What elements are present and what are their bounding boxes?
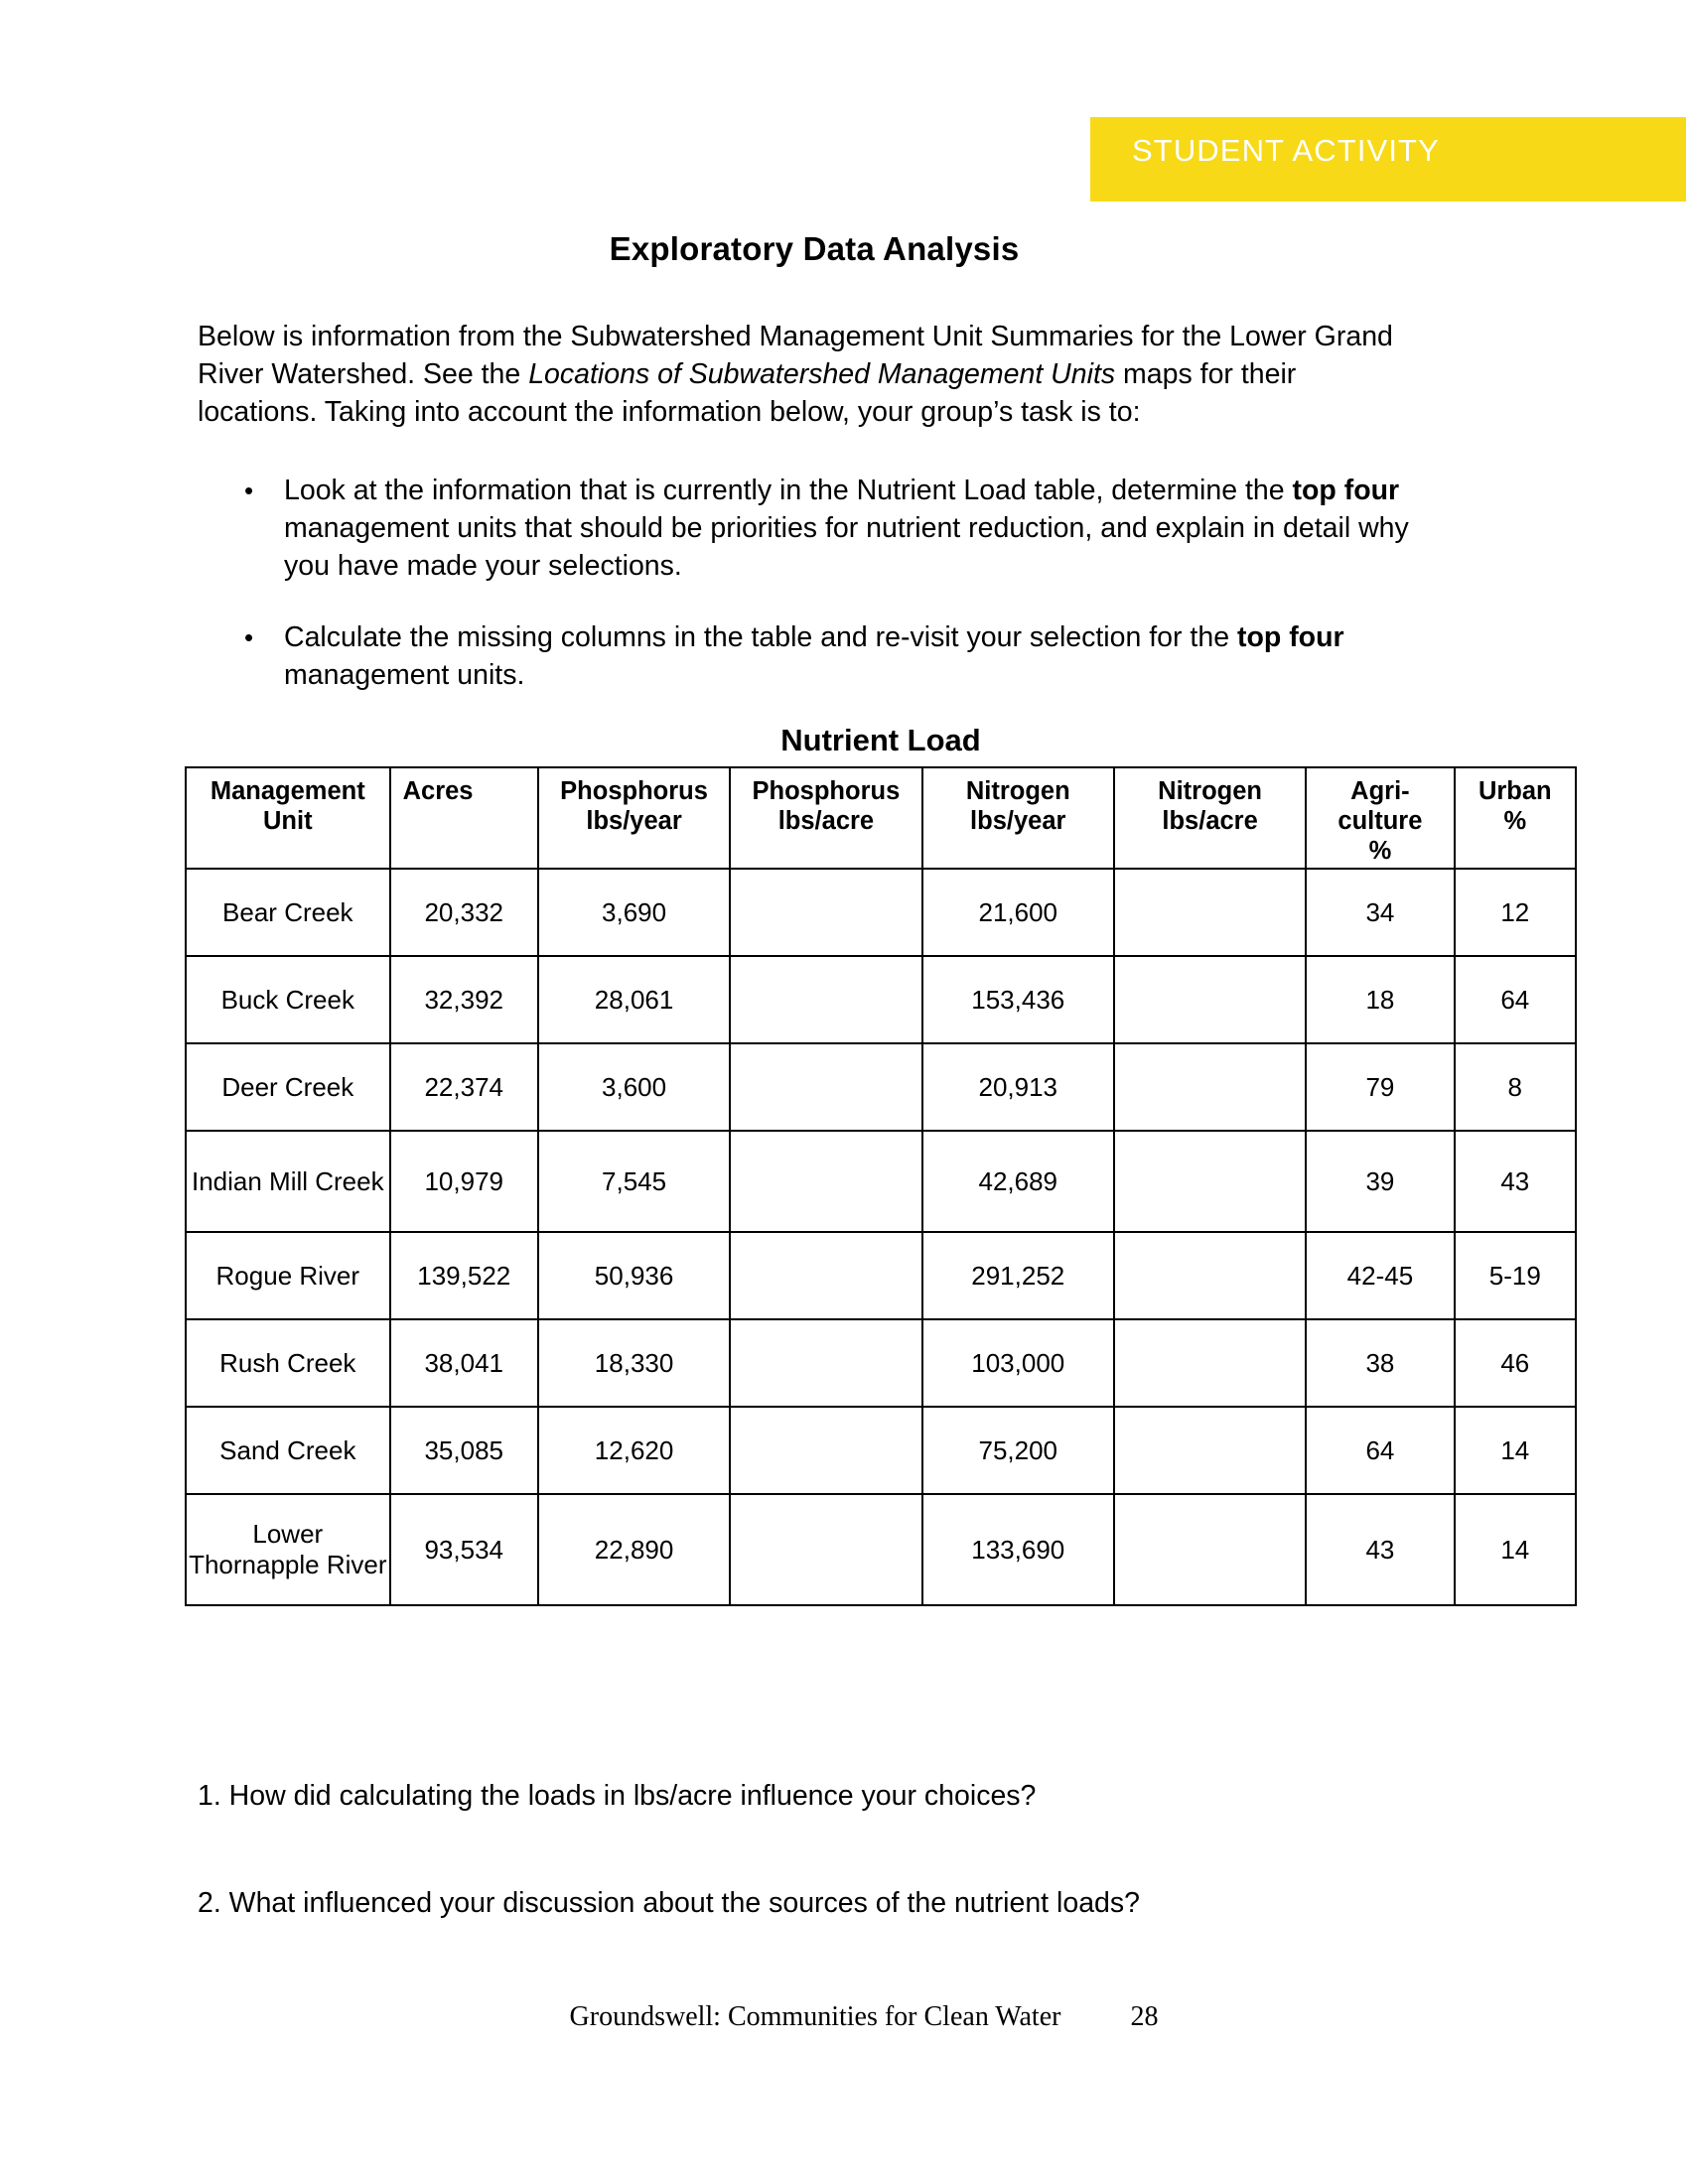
column-header-nitrogen-lbs-year	[922, 767, 1114, 869]
column-header-acres	[390, 767, 538, 869]
cell-phosphorus-lbs-year: 3,600	[538, 1043, 730, 1131]
nutrient-load-table	[185, 766, 1577, 1606]
cell-phosphorus-lbs-acre[interactable]	[730, 1407, 921, 1494]
header-line: %	[1368, 837, 1392, 865]
header-line: Acres	[402, 777, 474, 805]
header-line: lbs/year	[586, 807, 682, 835]
table-row	[186, 1043, 1576, 1131]
cell-urban-pct: 14	[1455, 1494, 1576, 1605]
cell-agriculture-pct: 79	[1306, 1043, 1454, 1131]
cell-phosphorus-lbs-acre[interactable]	[730, 956, 921, 1043]
cell-nitrogen-lbs-year: 42,689	[922, 1131, 1114, 1232]
cell-acres: 20,332	[390, 869, 538, 956]
cell-management-unit: Sand Creek	[186, 1407, 390, 1494]
cell-nitrogen-lbs-year: 153,436	[922, 956, 1114, 1043]
header-line: Management	[210, 777, 365, 805]
header-line: lbs/acre	[1162, 807, 1258, 835]
cell-management-unit: Lower Thornapple River	[186, 1494, 390, 1605]
cell-nitrogen-lbs-acre[interactable]	[1114, 1319, 1306, 1407]
cell-urban-pct: 43	[1455, 1131, 1576, 1232]
cell-nitrogen-lbs-year: 133,690	[922, 1494, 1114, 1605]
header-line: Nitrogen	[965, 777, 1070, 805]
header-line: Nitrogen	[1158, 777, 1262, 805]
column-header-urban-pct	[1455, 767, 1576, 869]
questions-section	[198, 1777, 1488, 1991]
cell-nitrogen-lbs-acre[interactable]	[1114, 1131, 1306, 1232]
cell-phosphorus-lbs-year: 50,936	[538, 1232, 730, 1319]
bullet-2-bold: top four	[1236, 621, 1344, 653]
cell-agriculture-pct: 43	[1306, 1494, 1454, 1605]
bullet-2-part1: Calculate the missing columns in the table and re-visit your selection for the	[284, 621, 1237, 653]
cell-management-unit: Rush Creek	[186, 1319, 390, 1407]
cell-nitrogen-lbs-acre[interactable]	[1114, 956, 1306, 1043]
bullet-dot-icon: •	[244, 476, 254, 505]
list-item	[238, 472, 1420, 585]
cell-acres: 38,041	[390, 1319, 538, 1407]
cell-phosphorus-lbs-year: 7,545	[538, 1131, 730, 1232]
page-footer	[0, 2001, 1688, 2033]
cell-nitrogen-lbs-acre[interactable]	[1114, 1232, 1306, 1319]
column-header-agriculture-pct	[1306, 767, 1454, 869]
cell-agriculture-pct: 64	[1306, 1407, 1454, 1494]
page-title-text: Exploratory Data Analysis	[609, 230, 1020, 267]
question-2: 2. What influenced your discussion about the sources of the nutrient loads?	[198, 1887, 1140, 1919]
table-header-row	[186, 767, 1576, 869]
cell-phosphorus-lbs-year: 3,690	[538, 869, 730, 956]
header-line: Unit	[263, 807, 313, 835]
question-1: 1. How did calculating the loads in lbs/acre influence your choices?	[198, 1780, 1037, 1812]
cell-acres: 35,085	[390, 1407, 538, 1494]
task-bullet-list	[238, 472, 1420, 728]
cell-acres: 22,374	[390, 1043, 538, 1131]
footer-page-number: 28	[1130, 2001, 1159, 2032]
table-row	[186, 1407, 1576, 1494]
cell-urban-pct: 14	[1455, 1407, 1576, 1494]
column-header-phosphorus-lbs-year	[538, 767, 730, 869]
cell-nitrogen-lbs-year: 21,600	[922, 869, 1114, 956]
cell-phosphorus-lbs-acre[interactable]	[730, 1043, 921, 1131]
cell-phosphorus-lbs-acre[interactable]	[730, 1131, 921, 1232]
list-item-text	[284, 618, 1420, 694]
bullet-dot-icon: •	[244, 622, 254, 652]
table-row	[186, 1319, 1576, 1407]
footer-title: Groundswell: Communities for Clean Water	[569, 2001, 1061, 2032]
banner-label: STUDENT ACTIVITY	[1132, 133, 1440, 168]
cell-phosphorus-lbs-year: 12,620	[538, 1407, 730, 1494]
table-row	[186, 956, 1576, 1043]
table-body	[186, 869, 1576, 1605]
cell-agriculture-pct: 38	[1306, 1319, 1454, 1407]
table-row	[186, 1232, 1576, 1319]
cell-nitrogen-lbs-acre[interactable]	[1114, 1494, 1306, 1605]
cell-nitrogen-lbs-year: 103,000	[922, 1319, 1114, 1407]
intro-text-part2: maps for their locations. Taking into account the information below, your group’s task is to:	[198, 358, 1297, 428]
cell-management-unit: Buck Creek	[186, 956, 390, 1043]
student-activity-banner	[1090, 117, 1686, 202]
cell-nitrogen-lbs-acre[interactable]	[1114, 869, 1306, 956]
page-title	[0, 230, 1688, 268]
cell-phosphorus-lbs-acre[interactable]	[730, 1494, 921, 1605]
table-row	[186, 1494, 1576, 1605]
column-header-management-unit	[186, 767, 390, 869]
cell-phosphorus-lbs-acre[interactable]	[730, 1319, 921, 1407]
cell-management-unit: Rogue River	[186, 1232, 390, 1319]
column-header-nitrogen-lbs-acre	[1114, 767, 1306, 869]
header-line: lbs/year	[970, 807, 1066, 835]
cell-phosphorus-lbs-year: 18,330	[538, 1319, 730, 1407]
cell-urban-pct: 46	[1455, 1319, 1576, 1407]
header-line: lbs/acre	[777, 807, 875, 835]
cell-nitrogen-lbs-year: 291,252	[922, 1232, 1114, 1319]
cell-acres: 139,522	[390, 1232, 538, 1319]
list-item-text	[284, 472, 1420, 585]
intro-italic-phrase: Locations of Subwatershed Management Units	[528, 358, 1116, 390]
cell-acres: 32,392	[390, 956, 538, 1043]
header-line: Urban	[1477, 777, 1552, 805]
cell-phosphorus-lbs-acre[interactable]	[730, 1232, 921, 1319]
table-row	[186, 869, 1576, 956]
cell-phosphorus-lbs-year: 28,061	[538, 956, 730, 1043]
cell-acres: 93,534	[390, 1494, 538, 1605]
cell-urban-pct: 5-19	[1455, 1232, 1576, 1319]
cell-urban-pct: 64	[1455, 956, 1576, 1043]
cell-agriculture-pct: 39	[1306, 1131, 1454, 1232]
column-header-phosphorus-lbs-acre	[730, 767, 921, 869]
intro-paragraph	[198, 318, 1394, 431]
cell-agriculture-pct: 42-45	[1306, 1232, 1454, 1319]
bullet-1-bold: top four	[1292, 475, 1400, 506]
header-line: %	[1503, 807, 1527, 835]
list-item	[238, 618, 1420, 694]
bullet-1-part1: Look at the information that is currently in the Nutrient Load table, determine the	[284, 475, 1293, 506]
intro-text-part1: Below is information from the Subwatershed Management Unit Summaries for the Lower Grand River Watershed. See the	[198, 321, 1393, 390]
cell-urban-pct: 12	[1455, 869, 1576, 956]
cell-urban-pct: 8	[1455, 1043, 1576, 1131]
cell-management-unit: Indian Mill Creek	[186, 1131, 390, 1232]
header-line: Agri-	[1350, 777, 1410, 805]
bullet-1-part2: management units that should be priorities for nutrient reduction, and explain in detail why you have made your selections.	[284, 512, 1409, 582]
bullet-2-part2: management units.	[284, 659, 525, 691]
cell-agriculture-pct: 18	[1306, 956, 1454, 1043]
header-line: Phosphorus	[752, 777, 901, 805]
header-line: culture	[1337, 807, 1423, 835]
cell-nitrogen-lbs-acre[interactable]	[1114, 1407, 1306, 1494]
cell-nitrogen-lbs-acre[interactable]	[1114, 1043, 1306, 1131]
cell-phosphorus-lbs-acre[interactable]	[730, 869, 921, 956]
cell-nitrogen-lbs-year: 75,200	[922, 1407, 1114, 1494]
table-row	[186, 1131, 1576, 1232]
cell-agriculture-pct: 34	[1306, 869, 1454, 956]
cell-acres: 10,979	[390, 1131, 538, 1232]
header-line: Phosphorus	[560, 777, 708, 805]
cell-management-unit: Bear Creek	[186, 869, 390, 956]
cell-management-unit: Deer Creek	[186, 1043, 390, 1131]
table-header	[186, 767, 1576, 869]
cell-phosphorus-lbs-year: 22,890	[538, 1494, 730, 1605]
table-caption: Nutrient Load	[780, 723, 981, 757]
cell-nitrogen-lbs-year: 20,913	[922, 1043, 1114, 1131]
